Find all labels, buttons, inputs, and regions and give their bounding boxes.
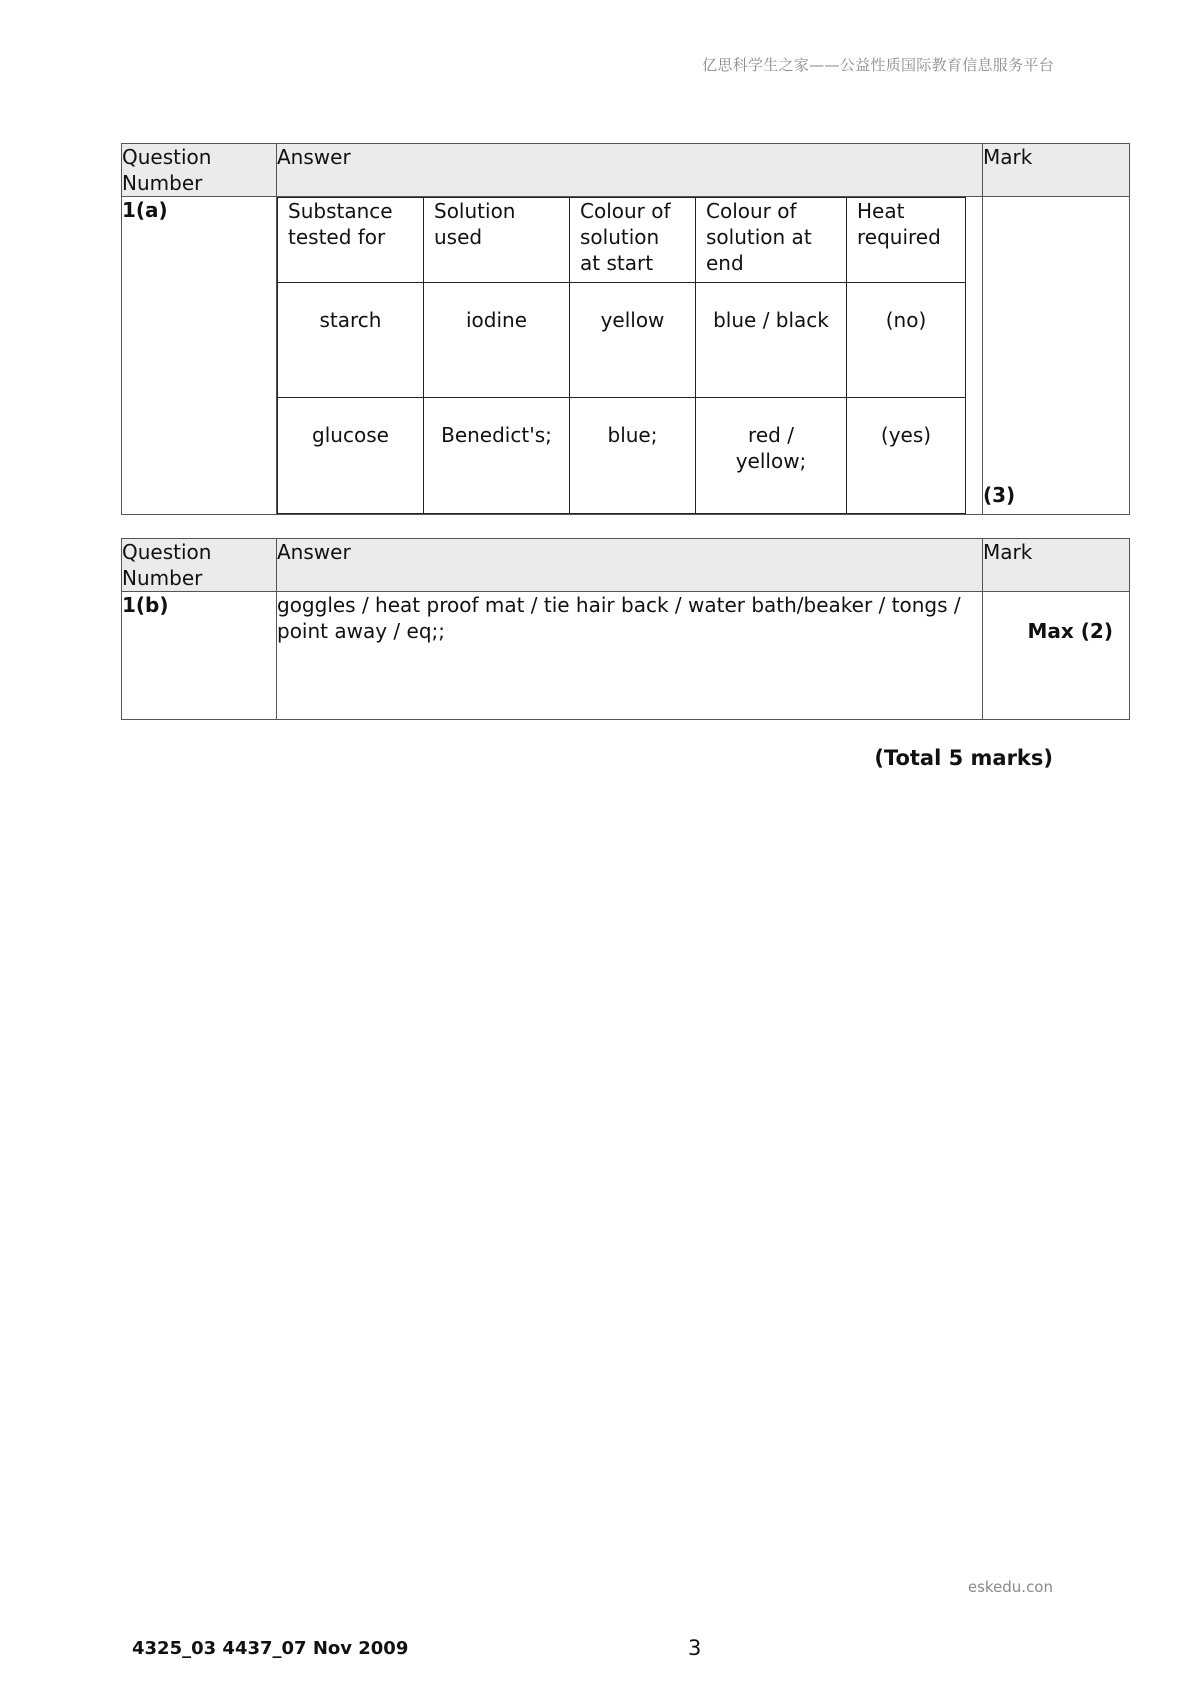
substance-header: Substance tested for (278, 198, 424, 283)
question-row (122, 592, 1130, 720)
table-row (278, 398, 966, 514)
answer-text: goggles / heat proof mat / tie hair back / water bath/beaker / tongs / point away / eq;; (277, 592, 983, 720)
heat-header: Heat required (847, 198, 966, 283)
solution-cell: Benedict's; (424, 398, 570, 514)
page-number: 3 (688, 1636, 702, 1660)
question-1b-table (121, 538, 1130, 720)
mark-header: Mark (983, 144, 1130, 197)
substance-cell: starch (278, 283, 424, 398)
mark-cell (983, 197, 1130, 515)
question-number-header: Question Number (122, 144, 277, 197)
colour-start-header: Colour of solution at start (570, 198, 696, 283)
mark-cell (983, 592, 1130, 720)
header-note: 亿思科学生之家——公益性质国际教育信息服务平台 (702, 56, 1054, 74)
heat-cell: (no) (847, 283, 966, 398)
inner-header-row (278, 198, 966, 283)
answer-header: Answer (277, 539, 983, 592)
question-1a-table (121, 143, 1130, 515)
answer-cell (277, 197, 983, 515)
solution-cell: iodine (424, 283, 570, 398)
answer-header: Answer (277, 144, 983, 197)
colour-start-cell: blue; (570, 398, 696, 514)
mark-header: Mark (983, 539, 1130, 592)
heat-cell: (yes) (847, 398, 966, 514)
header-row (122, 539, 1130, 592)
question-number: 1(a) (122, 197, 277, 515)
footer-code: 4325_03 4437_07 Nov 2009 (132, 1638, 409, 1659)
solution-header: Solution used (424, 198, 570, 283)
mark-value: (3) (983, 483, 1016, 507)
footer-site: eskedu.con (967, 1578, 1053, 1596)
colour-end-header: Colour of solution at end (696, 198, 847, 283)
mark-value: Max (2) (1027, 619, 1113, 643)
question-number: 1(b) (122, 592, 277, 720)
colour-end-cell: red / yellow; (696, 398, 847, 514)
colour-start-cell: yellow (570, 283, 696, 398)
question-row (122, 197, 1130, 515)
question-number-header: Question Number (122, 539, 277, 592)
test-results-table (277, 197, 966, 514)
header-row (122, 144, 1130, 197)
total-marks: (Total 5 marks) (874, 746, 1053, 770)
substance-cell: glucose (278, 398, 424, 514)
table-row (278, 283, 966, 398)
colour-end-cell: blue / black (696, 283, 847, 398)
